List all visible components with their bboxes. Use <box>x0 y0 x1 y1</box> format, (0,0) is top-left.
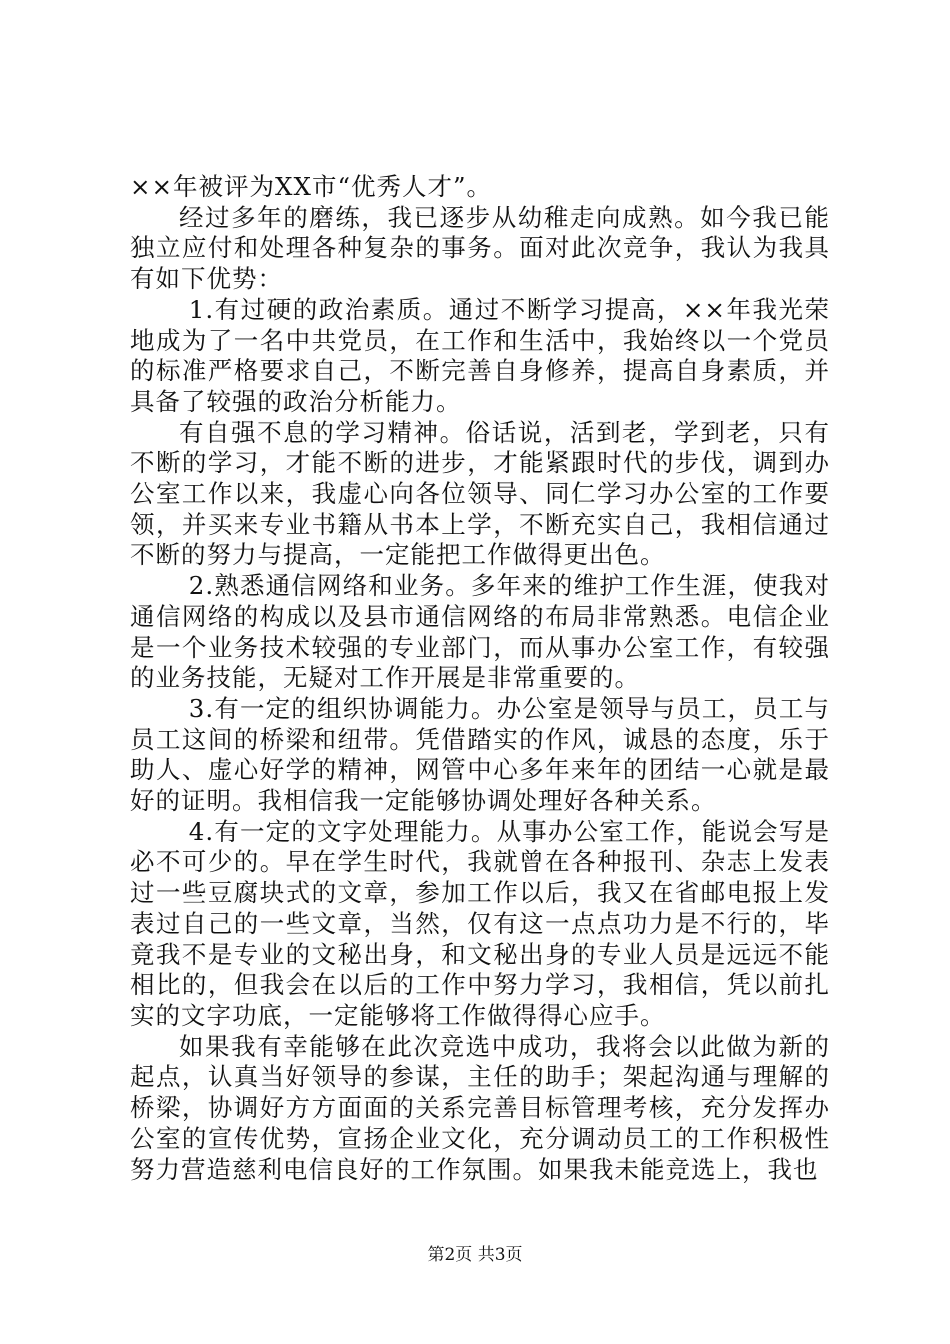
paragraph-intro: 经过多年的磨练，我已逐步从幼稚走向成熟。如今我已能独立应付和处理各种复杂的事务。面对此次竞争，我认为我具有如下优势： <box>130 202 830 294</box>
paragraph-conclusion: 如果我有幸能够在此次竞选中成功，我将会以此做为新的起点，认真当好领导的参谋，主任的助手；架起沟通与理解的桥梁，协调好方方面面的关系完善目标管理考核，充分发挥办公室的宣传优势，宣扬企业文化，充分调动员工的工作积极性努力营造慈利电信良好的工作氛围。如果我未能竞选上，我也 <box>130 1031 830 1184</box>
page-number-label: 第2页 共3页 <box>427 1245 523 1265</box>
paragraph-point-4: 4.有一定的文字处理能力。从事办公室工作，能说会写是必不可少的。早在学生时代，我就曾在各种报刊、杂志上发表过一些豆腐块式的文章，参加工作以后，我又在省邮电报上发表过自己的一些文章，当然，仅有这一点点功力是不行的，毕竟我不是专业的文秘出身，和文秘出身的专业人员是远远不能相比的，但我会在以后的工作中努力学习，我相信，凭以前扎实的文字功底，一定能够将工作做得得心应手。 <box>130 816 830 1030</box>
paragraph-learning-spirit: 有自强不息的学习精神。俗话说，活到老，学到老，只有不断的学习，才能不断的进步，才能紧跟时代的步伐，调到办公室工作以来，我虚心向各位领导、同仁学习办公室的工作要领，并买来专业书籍从书本上学，不断充实自己，我相信通过不断的努力与提高，一定能把工作做得更出色。 <box>130 417 830 570</box>
paragraph-point-3: 3.有一定的组织协调能力。办公室是领导与员工，员工与员工这间的桥梁和纽带。凭借踏实的作风，诚恳的态度，乐于助人、虚心好学的精神，网管中心多年来年的团结一心就是最好的证明。我相信我一定能够协调处理好各种关系。 <box>130 693 830 816</box>
paragraph-point-1: 1.有过硬的政治素质。通过不断学习提高，××年我光荣地成为了一名中共党员，在工作和生活中，我始终以一个党员的标准严格要求自己，不断完善自身修养，提高自身素质，并具备了较强的政治分析能力。 <box>130 294 830 416</box>
paragraph-continuation: ××年被评为XX市“优秀人才”。 <box>130 172 492 201</box>
document-body <box>130 172 830 1185</box>
page-footer <box>0 1244 950 1266</box>
paragraph-point-2: 2.熟悉通信网络和业务。多年来的维护工作生涯，使我对通信网络的构成以及县市通信网络的布局非常熟悉。电信企业是一个业务技术较强的专业部门，而从事办公室工作，有较强的业务技能，无疑对工作开展是非常重要的。 <box>130 571 830 693</box>
